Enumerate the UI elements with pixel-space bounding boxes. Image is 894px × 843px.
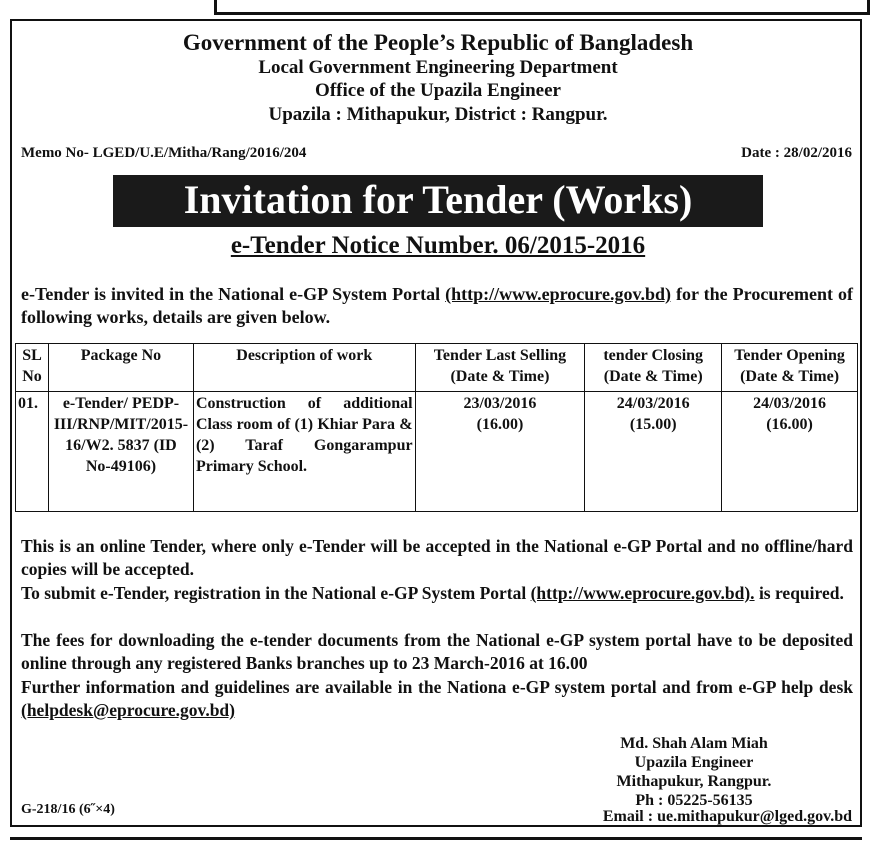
notice-number: e-Tender Notice Number. 06/2015-2016 [230, 232, 646, 259]
row-closing [585, 392, 722, 512]
closing-date: 24/03/2016 [616, 395, 690, 412]
intro-paragraph [21, 283, 853, 329]
intro-text-end: for the Procurement of following works, details are given below. [21, 284, 853, 327]
registration-text-end: is required. [754, 583, 844, 603]
row-opening [722, 392, 858, 512]
memo-date: Date : 28/02/2016 [741, 145, 852, 161]
row-package: e-Tender/ PEDP-III/RNP/MIT/2015-16/W2. 5837 (ID No-49106) [48, 392, 193, 512]
opening-date: 24/03/2016 [753, 395, 826, 412]
tender-title-banner: Invitation for Tender (Works) [113, 175, 763, 227]
department-title: Local Government Engineering Department [258, 57, 618, 78]
online-tender-paragraph: This is an online Tender, where only e-Tender will be accepted in the National e-GP Portal and no offline/hard copies will be accepted. [21, 536, 853, 579]
helpdesk-email-link[interactable]: (helpdesk@eprocure.gov.bd) [21, 700, 235, 720]
header-package: Package No [48, 344, 193, 392]
opening-time: (16.00) [766, 416, 813, 433]
tender-notice [10, 19, 862, 827]
location-title: Upazila : Mithapukur, District : Rangpur. [268, 104, 608, 125]
office-title: Office of the Upazila Engineer [315, 80, 561, 101]
row-sl: 01. [16, 392, 49, 512]
signature-block [532, 734, 856, 810]
government-title: Government of the People’s Republic of Bangladesh [182, 30, 694, 55]
row-description: Construction of additional Class room of (1) Khiar Para & (2) Taraf Gongarampur Primary School. [193, 392, 415, 512]
signatory-phone: Ph : 05225-56135 [635, 792, 753, 809]
signatory-name: Md. Shah Alam Miah [620, 735, 768, 752]
signatory-designation: Upazila Engineer [634, 754, 754, 771]
eprocure-link[interactable]: (http://www.eprocure.gov.bd) [445, 284, 671, 304]
g-reference: G-218/16 (6˝×4) [21, 802, 115, 817]
helpdesk-paragraph [21, 676, 853, 722]
registration-link[interactable]: (http://www.eprocure.gov.bd). [530, 583, 755, 603]
bottom-divider [10, 837, 862, 840]
registration-text-start: To submit e-Tender, registration in the National e-GP System Portal [21, 583, 531, 603]
table-header-row [16, 344, 858, 392]
intro-text-start: e-Tender is invited in the National e-GP System Portal [21, 284, 446, 304]
selling-time: (16.00) [476, 416, 524, 433]
memo-number: Memo No- LGED/U.E/Mitha/Rang/2016/204 [21, 145, 307, 161]
previous-notice-fragment [214, 0, 870, 15]
table-row [16, 392, 858, 512]
header-description: Description of work [193, 344, 415, 392]
selling-date: 23/03/2016 [463, 395, 537, 412]
closing-time: (15.00) [629, 416, 677, 433]
header-sl: SL No [16, 344, 49, 392]
signatory-email: Email : ue.mithapukur@lged.gov.bd [602, 808, 852, 825]
helpdesk-text: Further information and guidelines are available in the Nationa e-GP system portal and from e-GP help desk [21, 677, 853, 697]
header-closing: tender Closing (Date & Time) [585, 344, 722, 392]
header-last-selling: Tender Last Selling (Date & Time) [415, 344, 585, 392]
signatory-location: Mithapukur, Rangpur. [616, 773, 772, 790]
header-opening: Tender Opening (Date & Time) [722, 344, 858, 392]
tender-table [15, 343, 858, 512]
fees-paragraph: The fees for downloading the e-tender documents from the National e-GP system portal have to be deposited online through any registered Banks branches up to 23 March-2016 at 16.00 [21, 630, 853, 673]
registration-paragraph [21, 582, 853, 605]
row-selling [415, 392, 585, 512]
